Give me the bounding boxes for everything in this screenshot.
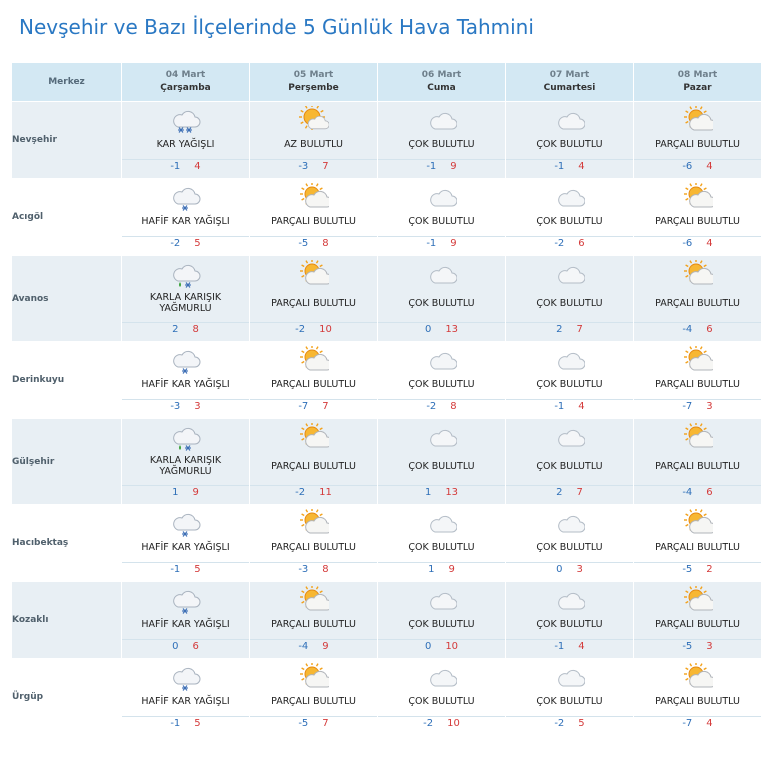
forecast-cell bbox=[378, 419, 506, 505]
city-name: Hacıbektaş bbox=[12, 505, 122, 582]
temperature-range bbox=[634, 322, 761, 337]
cloudy-icon bbox=[555, 423, 585, 451]
temperature-range bbox=[250, 716, 377, 731]
day-date: 07 Mart bbox=[549, 70, 590, 80]
table-row bbox=[12, 582, 762, 659]
temperature-range bbox=[122, 399, 249, 414]
weather-description: PARÇALI BULUTLU bbox=[271, 378, 356, 390]
partly-cloudy-sun-icon bbox=[683, 346, 713, 374]
weather-description: ÇOK BULUTLU bbox=[536, 138, 603, 150]
min-temperature: 2 bbox=[172, 324, 179, 335]
light-snow-cloud-icon bbox=[171, 509, 201, 537]
weather-description: HAFİF KAR YAĞIŞLI bbox=[141, 695, 230, 707]
light-snow-cloud-icon bbox=[171, 663, 201, 691]
temperature-range bbox=[378, 236, 505, 251]
forecast-cell bbox=[122, 256, 250, 342]
temperature-range bbox=[506, 562, 633, 577]
min-temperature: -1 bbox=[170, 161, 181, 172]
temperature-range bbox=[634, 236, 761, 251]
forecast-cell bbox=[250, 256, 378, 342]
max-temperature: 13 bbox=[445, 487, 459, 498]
partly-cloudy-sun-icon bbox=[683, 106, 713, 134]
min-temperature: -2 bbox=[554, 238, 565, 249]
temperature-range bbox=[378, 639, 505, 654]
day-date: 05 Mart bbox=[293, 70, 334, 80]
weather-description: ÇOK BULUTLU bbox=[536, 460, 603, 472]
temperature-range bbox=[506, 159, 633, 174]
light-snow-cloud-icon bbox=[171, 586, 201, 614]
temperature-range bbox=[506, 716, 633, 731]
min-temperature: -4 bbox=[682, 324, 693, 335]
min-temperature: -6 bbox=[682, 238, 693, 249]
forecast-cell bbox=[122, 342, 250, 419]
min-temperature: -2 bbox=[554, 718, 565, 729]
min-temperature: -5 bbox=[682, 564, 693, 575]
partly-cloudy-sun-icon bbox=[299, 586, 329, 614]
cloudy-icon bbox=[427, 423, 457, 451]
table-row bbox=[12, 179, 762, 256]
max-temperature: 6 bbox=[192, 641, 199, 652]
temperature-range bbox=[378, 322, 505, 337]
min-temperature: -1 bbox=[426, 161, 437, 172]
partly-cloudy-sun-icon bbox=[683, 509, 713, 537]
min-temperature: -3 bbox=[298, 564, 309, 575]
min-temperature: -1 bbox=[170, 564, 181, 575]
min-temperature: -3 bbox=[170, 401, 181, 412]
partly-cloudy-sun-icon bbox=[683, 423, 713, 451]
forecast-cell bbox=[634, 419, 762, 505]
min-temperature: 0 bbox=[424, 324, 432, 335]
day-date: 06 Mart bbox=[421, 70, 462, 80]
max-temperature: 9 bbox=[192, 487, 199, 498]
temperature-range bbox=[122, 716, 249, 731]
temperature-range bbox=[250, 485, 377, 500]
temperature-range bbox=[634, 716, 761, 731]
weather-description: PARÇALI BULUTLU bbox=[271, 297, 356, 309]
forecast-cell bbox=[122, 659, 250, 736]
forecast-cell bbox=[250, 342, 378, 419]
day-name: Çarşamba bbox=[160, 83, 211, 93]
table-row bbox=[12, 102, 762, 179]
partly-cloudy-sun-icon bbox=[299, 423, 329, 451]
max-temperature: 4 bbox=[706, 718, 713, 729]
temperature-range bbox=[250, 236, 377, 251]
table-row bbox=[12, 505, 762, 582]
city-name: Ürgüp bbox=[12, 659, 122, 736]
light-snow-cloud-icon bbox=[171, 346, 201, 374]
forecast-cell bbox=[122, 582, 250, 659]
partly-cloudy-sun-icon bbox=[299, 183, 329, 211]
cloudy-icon bbox=[555, 586, 585, 614]
day-header bbox=[634, 63, 762, 102]
temperature-range bbox=[506, 639, 633, 654]
sleet-cloud-icon bbox=[171, 260, 201, 288]
weather-description: ÇOK BULUTLU bbox=[408, 378, 475, 390]
day-name: Pazar bbox=[683, 83, 712, 93]
forecast-cell bbox=[634, 342, 762, 419]
table-row bbox=[12, 256, 762, 342]
day-header bbox=[506, 63, 634, 102]
weather-description: ÇOK BULUTLU bbox=[408, 297, 475, 309]
temperature-range bbox=[634, 159, 761, 174]
temperature-range bbox=[378, 159, 505, 174]
weather-description: ÇOK BULUTLU bbox=[536, 378, 603, 390]
max-temperature: 5 bbox=[194, 238, 201, 249]
weather-description: HAFİF KAR YAĞIŞLI bbox=[141, 378, 230, 390]
cloudy-icon bbox=[555, 509, 585, 537]
min-temperature: -1 bbox=[426, 238, 437, 249]
weather-description: ÇOK BULUTLU bbox=[408, 215, 475, 227]
max-temperature: 10 bbox=[319, 324, 332, 335]
min-temperature: -4 bbox=[682, 487, 693, 498]
forecast-cell bbox=[634, 582, 762, 659]
cloudy-icon bbox=[427, 106, 457, 134]
weather-description: PARÇALI BULUTLU bbox=[271, 460, 356, 472]
temperature-range bbox=[122, 639, 249, 654]
forecast-cell bbox=[634, 179, 762, 256]
weather-description: HAFİF KAR YAĞIŞLI bbox=[141, 618, 230, 630]
weather-description: HAFİF KAR YAĞIŞLI bbox=[141, 215, 230, 227]
sleet-cloud-icon bbox=[171, 423, 201, 451]
min-temperature: 1 bbox=[172, 487, 179, 498]
day-name: Cumartesi bbox=[543, 83, 596, 93]
weather-description: PARÇALI BULUTLU bbox=[655, 695, 740, 707]
max-temperature: 7 bbox=[576, 324, 583, 335]
max-temperature: 6 bbox=[578, 238, 585, 249]
forecast-cell bbox=[250, 419, 378, 505]
max-temperature: 7 bbox=[576, 487, 583, 498]
city-name: Nevşehir bbox=[12, 102, 122, 179]
forecast-cell bbox=[378, 179, 506, 256]
snow-cloud-icon bbox=[171, 106, 201, 134]
temperature-range bbox=[506, 399, 633, 414]
max-temperature: 4 bbox=[578, 161, 585, 172]
min-temperature: 0 bbox=[424, 641, 432, 652]
max-temperature: 10 bbox=[447, 718, 460, 729]
temperature-range bbox=[378, 399, 505, 414]
forecast-table bbox=[11, 62, 762, 736]
weather-description: ÇOK BULUTLU bbox=[536, 695, 603, 707]
table-row bbox=[12, 342, 762, 419]
forecast-cell bbox=[378, 505, 506, 582]
table-row bbox=[12, 419, 762, 505]
min-temperature: -2 bbox=[295, 487, 306, 498]
forecast-cell bbox=[506, 505, 634, 582]
cloudy-icon bbox=[427, 260, 457, 288]
max-temperature: 10 bbox=[445, 641, 459, 652]
temperature-range bbox=[122, 562, 249, 577]
weather-description: PARÇALI BULUTLU bbox=[655, 460, 740, 472]
forecast-cell bbox=[250, 582, 378, 659]
temperature-range bbox=[250, 562, 377, 577]
weather-description: KAR YAĞIŞLI bbox=[156, 138, 215, 150]
weather-description: ÇOK BULUTLU bbox=[536, 618, 603, 630]
city-name: Avanos bbox=[12, 256, 122, 342]
day-name: Cuma bbox=[427, 83, 456, 93]
few-clouds-sun-icon bbox=[299, 106, 329, 134]
weather-description: HAFİF KAR YAĞIŞLI bbox=[141, 541, 230, 553]
min-temperature: 2 bbox=[556, 487, 563, 498]
partly-cloudy-sun-icon bbox=[299, 509, 329, 537]
forecast-body bbox=[12, 102, 762, 736]
min-temperature: 2 bbox=[556, 324, 563, 335]
temperature-range bbox=[634, 639, 761, 654]
partly-cloudy-sun-icon bbox=[683, 183, 713, 211]
cloudy-icon bbox=[555, 663, 585, 691]
temperature-range bbox=[250, 399, 377, 414]
temperature-range bbox=[634, 399, 761, 414]
max-temperature: 9 bbox=[322, 641, 329, 652]
partly-cloudy-sun-icon bbox=[299, 346, 329, 374]
weather-description: PARÇALI BULUTLU bbox=[655, 215, 740, 227]
weather-description: PARÇALI BULUTLU bbox=[655, 541, 740, 553]
cloudy-icon bbox=[427, 509, 457, 537]
min-temperature: -7 bbox=[682, 401, 693, 412]
forecast-cell bbox=[122, 179, 250, 256]
partly-cloudy-sun-icon bbox=[683, 260, 713, 288]
max-temperature: 9 bbox=[448, 564, 455, 575]
max-temperature: 8 bbox=[192, 324, 199, 335]
forecast-cell bbox=[250, 659, 378, 736]
min-temperature: -5 bbox=[298, 238, 309, 249]
weather-description: AZ BULUTLU bbox=[284, 138, 343, 150]
weather-description: PARÇALI BULUTLU bbox=[271, 215, 356, 227]
min-temperature: -2 bbox=[423, 718, 434, 729]
min-temperature: -6 bbox=[682, 161, 693, 172]
max-temperature: 9 bbox=[450, 161, 457, 172]
temperature-range bbox=[122, 159, 249, 174]
min-temperature: 0 bbox=[556, 564, 563, 575]
temperature-range bbox=[250, 159, 377, 174]
forecast-cell bbox=[122, 419, 250, 505]
min-temperature: -5 bbox=[298, 718, 309, 729]
partly-cloudy-sun-icon bbox=[299, 663, 329, 691]
table-row bbox=[12, 659, 762, 736]
forecast-cell bbox=[634, 256, 762, 342]
partly-cloudy-sun-icon bbox=[299, 260, 329, 288]
max-temperature: 7 bbox=[322, 718, 329, 729]
min-temperature: -7 bbox=[298, 401, 309, 412]
min-temperature: 0 bbox=[172, 641, 179, 652]
weather-description: ÇOK BULUTLU bbox=[408, 541, 475, 553]
day-name: Perşembe bbox=[288, 83, 339, 93]
weather-description: PARÇALI BULUTLU bbox=[655, 138, 740, 150]
max-temperature: 4 bbox=[706, 238, 713, 249]
cloudy-icon bbox=[555, 260, 585, 288]
max-temperature: 3 bbox=[706, 641, 713, 652]
temperature-range bbox=[378, 716, 505, 731]
min-temperature: -3 bbox=[298, 161, 309, 172]
forecast-cell bbox=[506, 179, 634, 256]
max-temperature: 4 bbox=[194, 161, 201, 172]
weather-description: ÇOK BULUTLU bbox=[408, 618, 475, 630]
max-temperature: 6 bbox=[706, 487, 713, 498]
max-temperature: 7 bbox=[322, 401, 329, 412]
forecast-cell bbox=[506, 342, 634, 419]
weather-description: PARÇALI BULUTLU bbox=[655, 618, 740, 630]
cloudy-icon bbox=[427, 663, 457, 691]
partly-cloudy-sun-icon bbox=[683, 663, 713, 691]
city-name: Acıgöl bbox=[12, 179, 122, 256]
weather-description: ÇOK BULUTLU bbox=[408, 138, 475, 150]
city-column-header: Merkez bbox=[12, 63, 122, 102]
temperature-range bbox=[122, 236, 249, 251]
max-temperature: 4 bbox=[578, 641, 585, 652]
forecast-cell bbox=[378, 659, 506, 736]
city-name: Kozaklı bbox=[12, 582, 122, 659]
temperature-range bbox=[506, 485, 633, 500]
temperature-range bbox=[634, 562, 761, 577]
max-temperature: 3 bbox=[706, 401, 713, 412]
weather-description: KARLA KARIŞIK YAĞMURLU bbox=[149, 292, 222, 314]
weather-description: PARÇALI BULUTLU bbox=[271, 618, 356, 630]
day-header bbox=[122, 63, 250, 102]
min-temperature: -2 bbox=[295, 324, 306, 335]
max-temperature: 2 bbox=[706, 564, 713, 575]
forecast-cell bbox=[506, 659, 634, 736]
day-header bbox=[378, 63, 506, 102]
min-temperature: -1 bbox=[170, 718, 181, 729]
page-title: Nevşehir ve Bazı İlçelerinde 5 Günlük Hava Tahmini bbox=[19, 15, 534, 39]
day-date: 04 Mart bbox=[165, 70, 206, 80]
max-temperature: 9 bbox=[450, 238, 457, 249]
min-temperature: -5 bbox=[682, 641, 693, 652]
min-temperature: -1 bbox=[554, 641, 565, 652]
min-temperature: -7 bbox=[682, 718, 693, 729]
min-temperature: -1 bbox=[554, 401, 565, 412]
cloudy-icon bbox=[427, 183, 457, 211]
max-temperature: 5 bbox=[194, 564, 201, 575]
weather-description: ÇOK BULUTLU bbox=[536, 297, 603, 309]
day-header bbox=[250, 63, 378, 102]
max-temperature: 11 bbox=[319, 487, 332, 498]
weather-description: ÇOK BULUTLU bbox=[408, 460, 475, 472]
cloudy-icon bbox=[427, 586, 457, 614]
city-name: Gülşehir bbox=[12, 419, 122, 505]
temperature-range bbox=[250, 639, 377, 654]
forecast-cell bbox=[634, 659, 762, 736]
cloudy-icon bbox=[555, 346, 585, 374]
weather-description: ÇOK BULUTLU bbox=[536, 541, 603, 553]
min-temperature: -2 bbox=[170, 238, 181, 249]
header-row bbox=[12, 63, 762, 102]
forecast-cell bbox=[506, 419, 634, 505]
forecast-cell bbox=[634, 505, 762, 582]
forecast-cell bbox=[634, 102, 762, 179]
min-temperature: -4 bbox=[298, 641, 309, 652]
weather-description: PARÇALI BULUTLU bbox=[271, 541, 356, 553]
max-temperature: 5 bbox=[194, 718, 201, 729]
temperature-range bbox=[634, 485, 761, 500]
city-name: Derinkuyu bbox=[12, 342, 122, 419]
cloudy-icon bbox=[555, 183, 585, 211]
max-temperature: 8 bbox=[322, 564, 329, 575]
max-temperature: 7 bbox=[322, 161, 329, 172]
max-temperature: 5 bbox=[578, 718, 585, 729]
temperature-range bbox=[250, 322, 377, 337]
light-snow-cloud-icon bbox=[171, 183, 201, 211]
max-temperature: 6 bbox=[706, 324, 713, 335]
cloudy-icon bbox=[427, 346, 457, 374]
forecast-cell bbox=[378, 582, 506, 659]
cloudy-icon bbox=[555, 106, 585, 134]
forecast-cell bbox=[506, 102, 634, 179]
weather-description: PARÇALI BULUTLU bbox=[655, 378, 740, 390]
forecast-cell bbox=[378, 342, 506, 419]
weather-description: ÇOK BULUTLU bbox=[536, 215, 603, 227]
max-temperature: 8 bbox=[322, 238, 329, 249]
temperature-range bbox=[122, 485, 249, 500]
forecast-cell bbox=[250, 179, 378, 256]
weather-description: KARLA KARIŞIK YAĞMURLU bbox=[149, 455, 222, 477]
min-temperature: 1 bbox=[424, 487, 432, 498]
max-temperature: 4 bbox=[706, 161, 713, 172]
forecast-cell bbox=[378, 102, 506, 179]
forecast-cell bbox=[122, 102, 250, 179]
forecast-cell bbox=[250, 102, 378, 179]
max-temperature: 4 bbox=[578, 401, 585, 412]
forecast-cell bbox=[506, 256, 634, 342]
day-date: 08 Mart bbox=[677, 70, 718, 80]
forecast-cell bbox=[250, 505, 378, 582]
max-temperature: 13 bbox=[445, 324, 459, 335]
weather-description: PARÇALI BULUTLU bbox=[271, 695, 356, 707]
weather-description: ÇOK BULUTLU bbox=[408, 695, 475, 707]
forecast-cell bbox=[506, 582, 634, 659]
temperature-range bbox=[122, 322, 249, 337]
temperature-range bbox=[506, 236, 633, 251]
partly-cloudy-sun-icon bbox=[683, 586, 713, 614]
temperature-range bbox=[378, 485, 505, 500]
temperature-range bbox=[378, 562, 505, 577]
min-temperature: -2 bbox=[426, 401, 437, 412]
forecast-cell bbox=[122, 505, 250, 582]
max-temperature: 3 bbox=[194, 401, 201, 412]
temperature-range bbox=[506, 322, 633, 337]
weather-description: PARÇALI BULUTLU bbox=[655, 297, 740, 309]
min-temperature: 1 bbox=[428, 564, 435, 575]
min-temperature: -1 bbox=[554, 161, 565, 172]
max-temperature: 3 bbox=[576, 564, 583, 575]
max-temperature: 8 bbox=[450, 401, 457, 412]
forecast-cell bbox=[378, 256, 506, 342]
